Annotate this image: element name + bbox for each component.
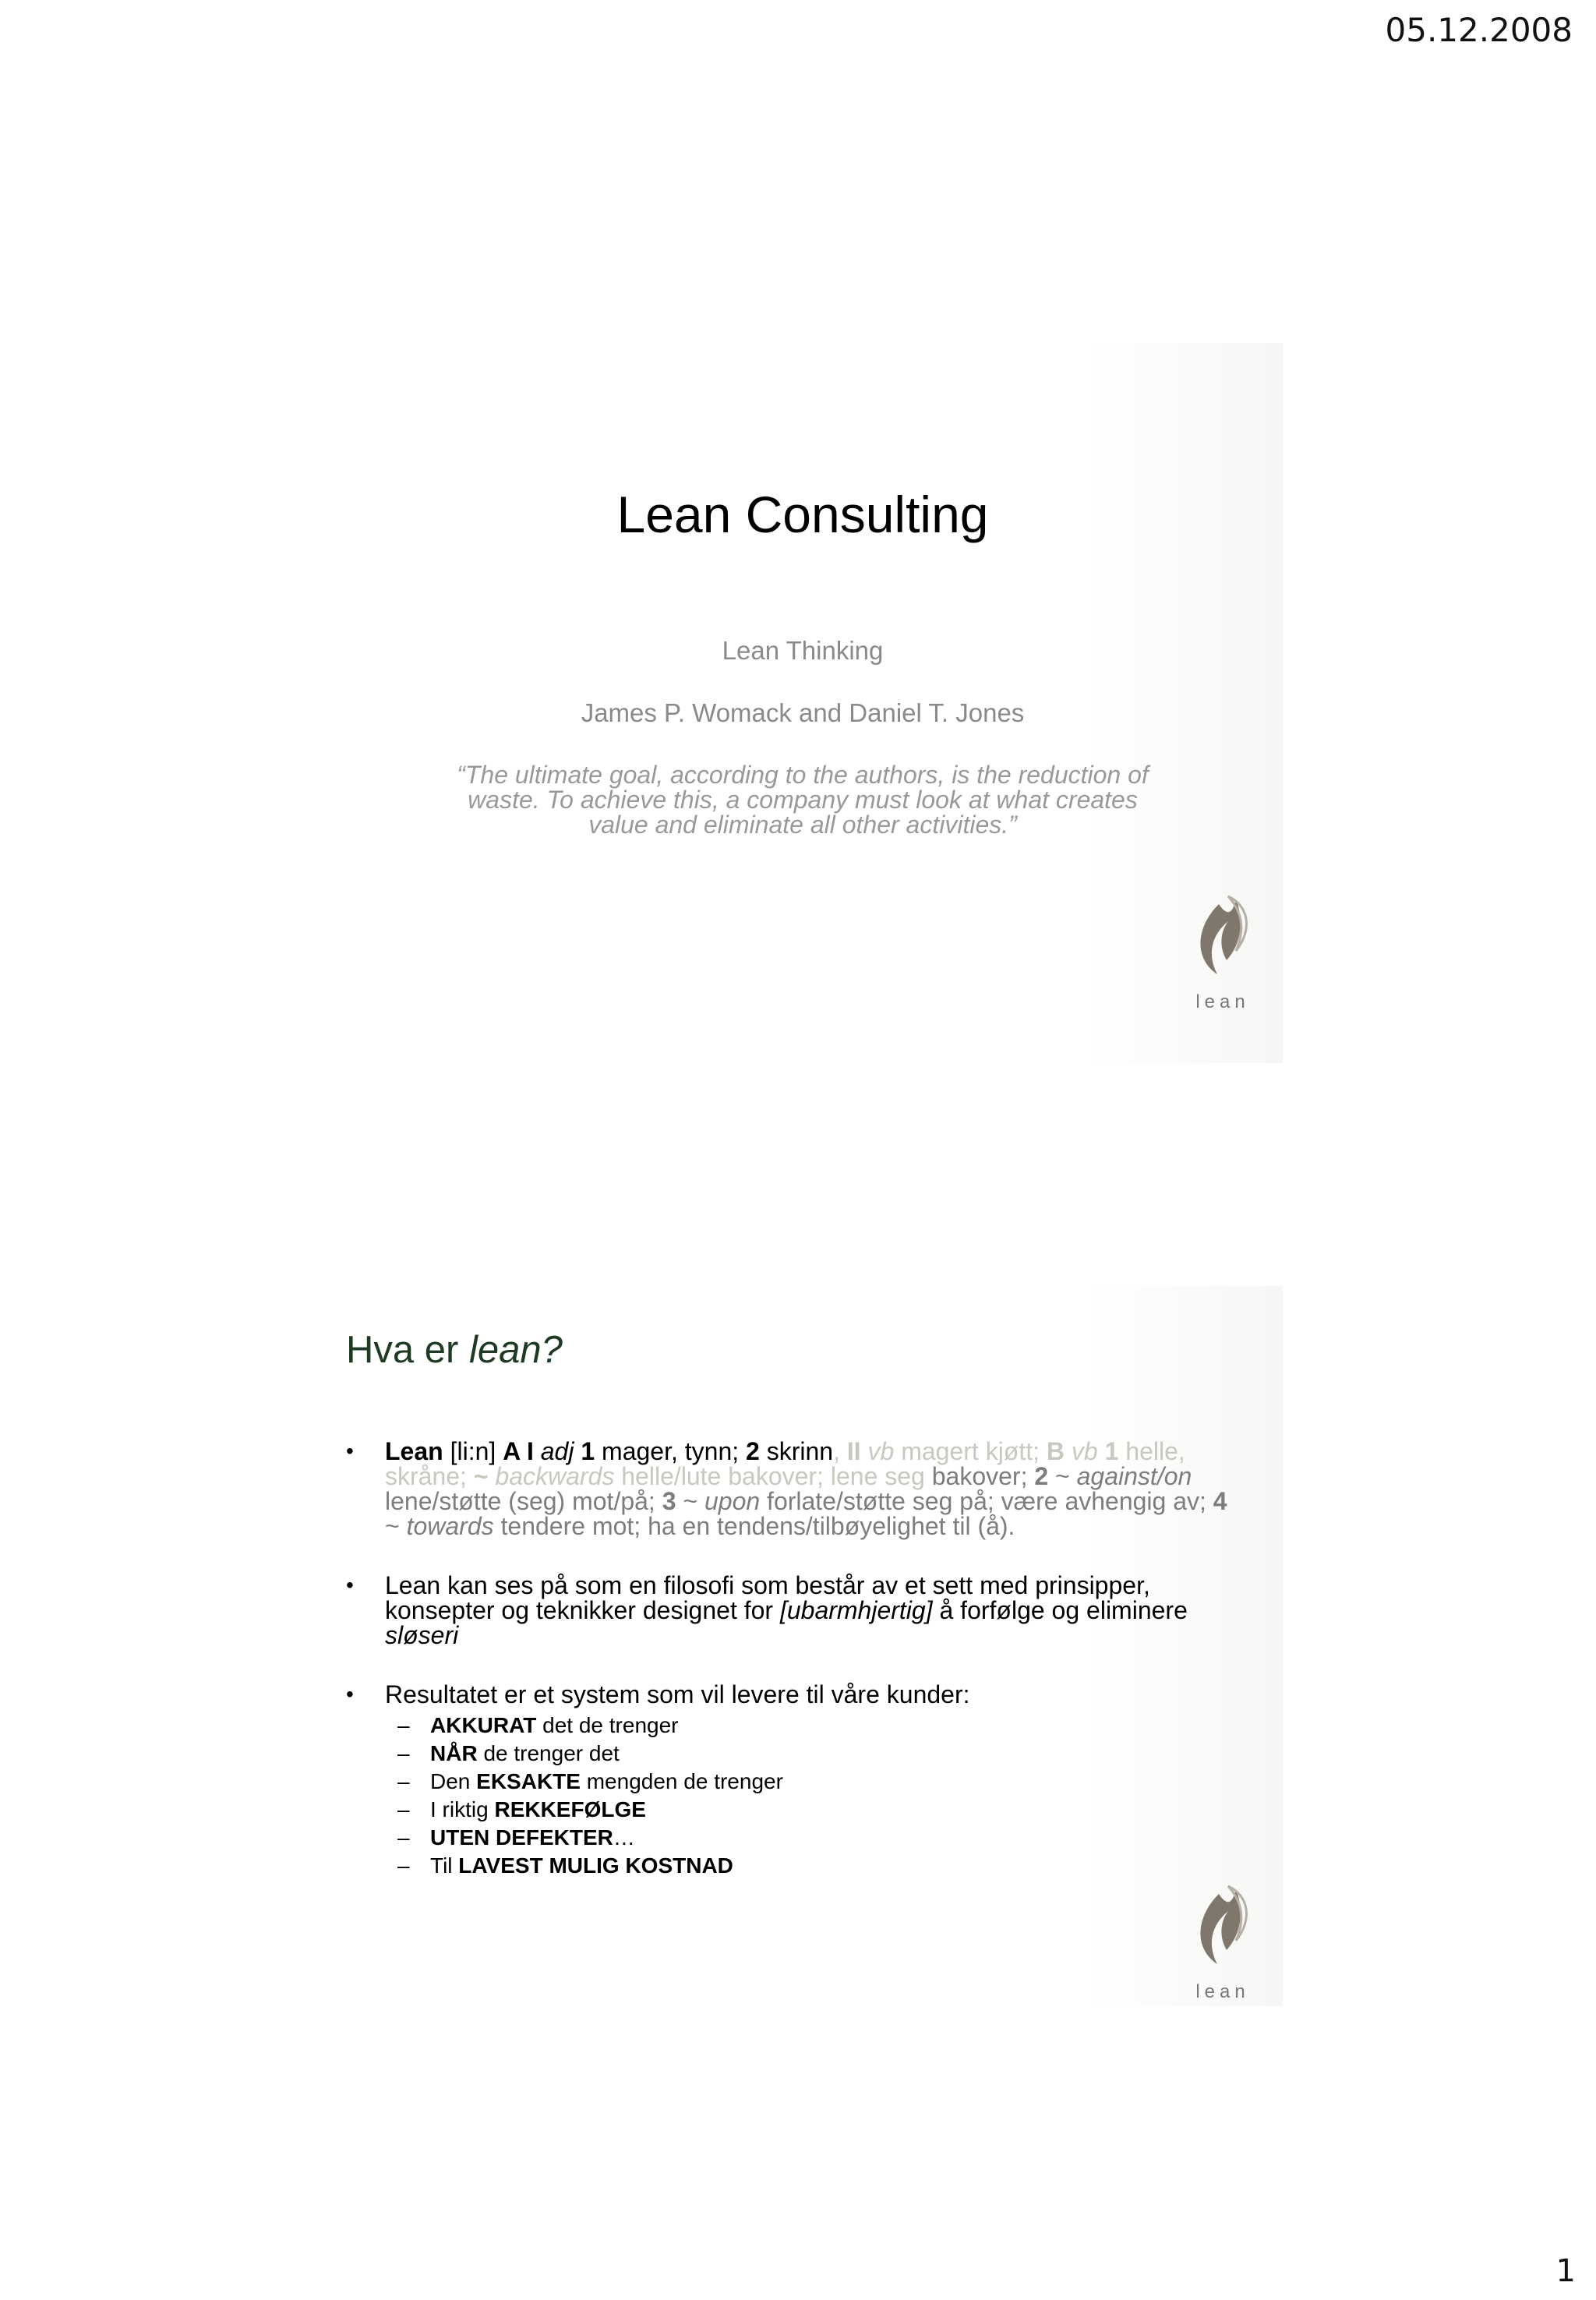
list-item: – NÅR de trenger det	[385, 1740, 1234, 1768]
list-item: – AKKURAT det de trenger	[385, 1712, 1234, 1740]
quote: “The ultimate goal, according to the authors, is the reduction of waste. To achieve this, a company must look at what creates value and eliminate all other activities.”	[457, 761, 1149, 839]
bullet-dot-icon: •	[346, 1439, 354, 1463]
dash-icon: –	[397, 1713, 410, 1737]
bullet-dot-icon: •	[346, 1682, 354, 1706]
list-item: – UTEN DEFEKTER…	[385, 1824, 1234, 1852]
page-number: 1	[1555, 2253, 1576, 2289]
lean-swirl-icon	[1188, 889, 1258, 990]
list-item: – Til LAVEST MULIG KOSTNAD	[385, 1852, 1234, 1880]
dash-icon: –	[397, 1769, 410, 1793]
logo-text: lean	[1195, 991, 1250, 1012]
authors: James P. Womack and Daniel T. Jones	[581, 698, 1025, 727]
lean-logo	[1188, 889, 1258, 1013]
slide-2	[323, 1286, 1283, 2006]
dash-icon: –	[397, 1797, 410, 1821]
lean-logo	[1188, 1878, 1258, 2003]
bullet-dot-icon: •	[346, 1573, 354, 1597]
slide-title: Hva er lean?	[346, 1329, 563, 1371]
bullet-definition: • Lean [li:n] A I adj 1 mager, tynn; 2 skrinn, II vb magert kjøtt; B vb 1 helle, skråne; ~ backwards helle/lute bakover; lene seg bakover; 2 ~ against/on lene/støtte (seg) mot/på; 3 ~ upon forlate/støtte seg på; være avhengig av; 4 ~ towards tendere mot; ha en tendens/tilbøyelighet til (å).	[346, 1437, 1227, 1540]
bullet-philosophy: • Lean kan ses på som en filosofi som består av et sett med prinsipper, konsepter og teknikker designet for [ubarmhjertig] å forfølge og eliminere sløseri	[346, 1571, 1188, 1649]
dash-icon: –	[397, 1825, 410, 1850]
book-title: Lean Thinking	[722, 636, 884, 665]
lean-swirl-icon	[1188, 1878, 1258, 1980]
list-item: – I riktig REKKEFØLGE	[385, 1796, 1234, 1824]
list-item: – Den EKSAKTE mengden de trenger	[385, 1768, 1234, 1796]
logo-text: lean	[1195, 1981, 1250, 2002]
slide-1	[323, 343, 1283, 1063]
bullet-list	[346, 1439, 1234, 1914]
dash-icon: –	[397, 1741, 410, 1765]
slide-title: Lean Consulting	[616, 486, 989, 543]
dash-icon: –	[397, 1853, 410, 1878]
result-sublist	[385, 1712, 1234, 1880]
header-date: 05.12.2008	[1385, 11, 1573, 49]
bullet-result: • Resultatet er et system som vil levere til våre kunder: – AKKURAT det de trenger – NÅR de trenger det – Den EKSAKTE mengden de trenger – I riktig REKKEFØLGE – UTEN DEFEKTER… – Til LAVEST MULIG KOSTNAD	[346, 1682, 1234, 1880]
